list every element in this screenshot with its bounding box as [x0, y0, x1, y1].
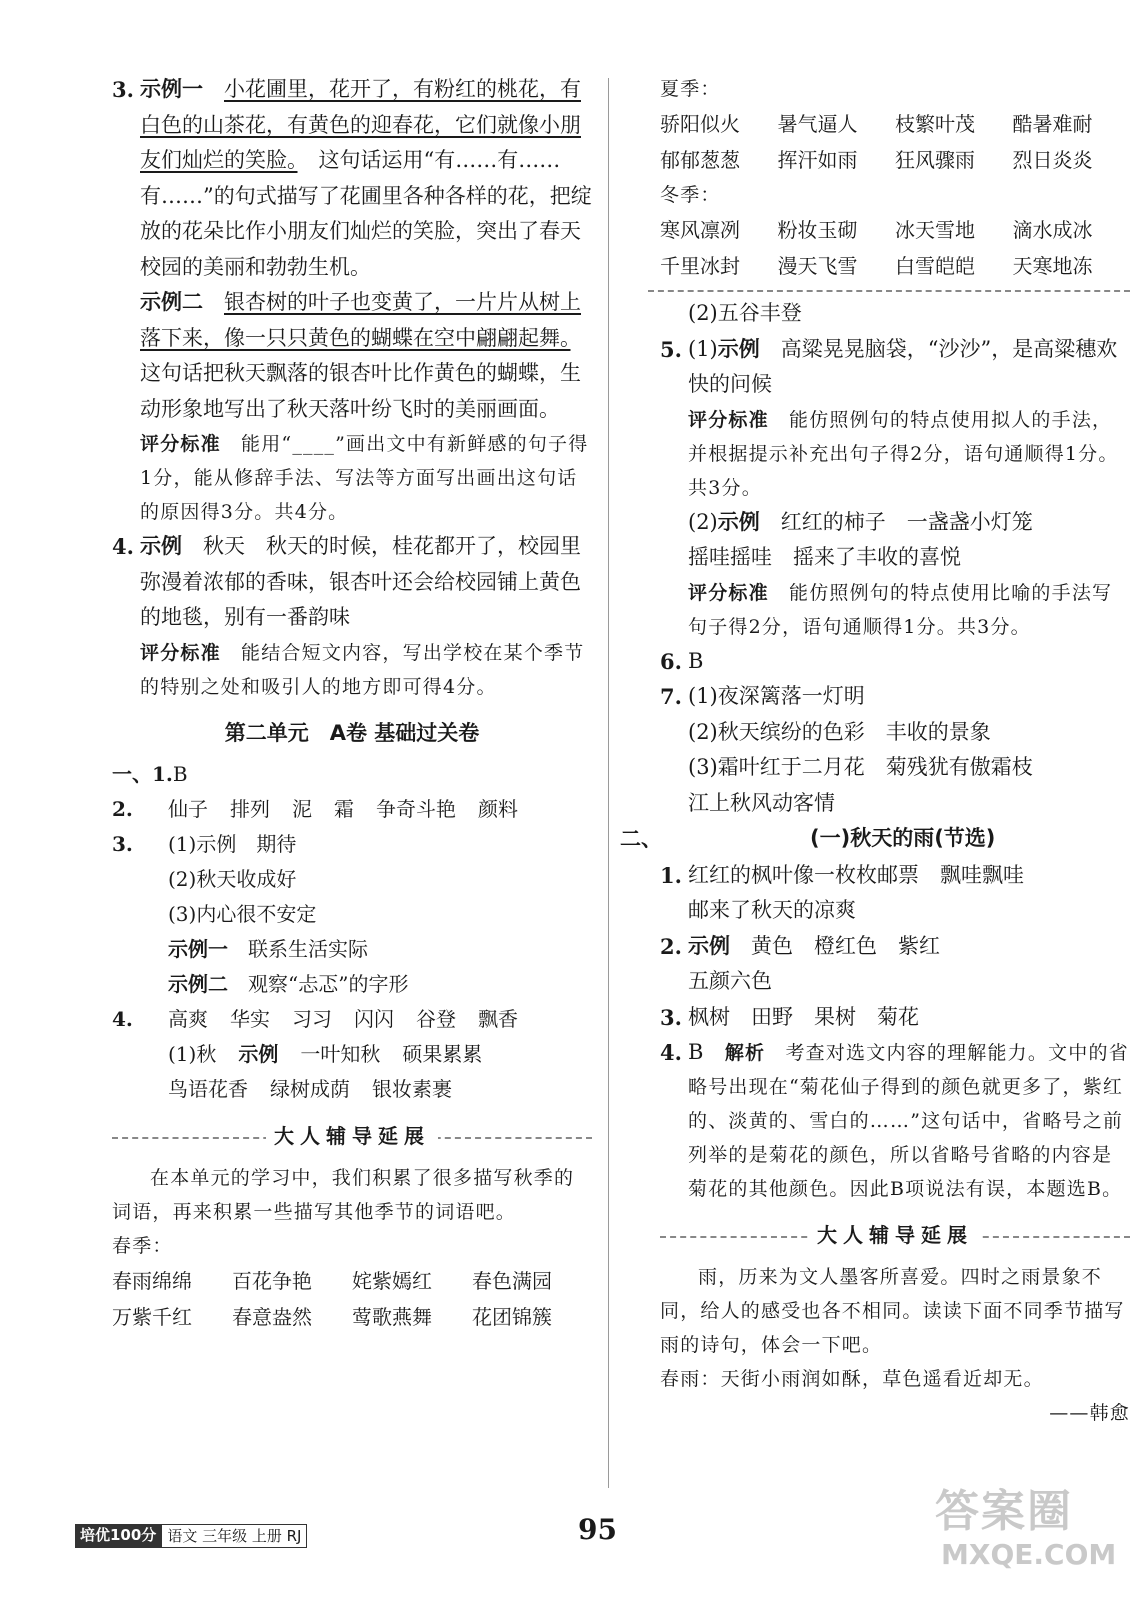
answer-text: 秋天 秋天的时候，桂花都开了，校园里弥漫着浓郁的香味，银杏叶还会给校园铺上黄色的地毯，别有一番韵味 — [140, 534, 581, 629]
example-label: 示例二 — [140, 290, 203, 314]
word: 冰天雪地 — [895, 218, 975, 242]
left-column — [112, 72, 592, 1335]
answer-text: (1)夜深篱落一灯明 — [688, 684, 865, 708]
word: 万紫千红 — [112, 1305, 192, 1329]
word: 骄阳似火 — [660, 112, 740, 136]
criteria-text: 能用“____”画出文中有新鲜感的句子得1分，能从修辞手法、写法等方面写出画出这句话的原因得3分。共4分。 — [140, 433, 589, 523]
section-label: 二、 — [620, 826, 662, 851]
question-number: 3. — [112, 77, 134, 102]
answer-4-2: (2)五谷丰登 — [688, 301, 802, 325]
question-number: 1. — [660, 862, 682, 888]
grading-criteria — [112, 427, 592, 529]
word: 习习 — [292, 1007, 332, 1031]
underlined-sentence: 银杏树的叶子也变黄了，一片片从树上落下来，像一只只黄色的蝴蝶在空中翩翩起舞。 — [140, 290, 581, 350]
word: 滴水成冰 — [1012, 218, 1093, 242]
example-label: 示例一 — [168, 937, 228, 961]
example-label: 示例 — [238, 1042, 279, 1066]
word: 春意盎然 — [232, 1305, 312, 1329]
word: 飘香 — [478, 1007, 518, 1031]
word: 一叶知秋 — [300, 1042, 381, 1066]
example-label: 示例二 — [168, 972, 228, 996]
spring-label: 春季： — [112, 1235, 173, 1257]
extension-banner — [112, 1117, 592, 1157]
word: 高爽 — [168, 1007, 208, 1031]
winter-words — [660, 212, 1130, 284]
grading-criteria — [112, 636, 592, 704]
extension-title: 大人辅导延展 — [809, 1220, 981, 1250]
example-label: 示例一 — [140, 77, 203, 101]
question-number: 4. — [112, 1007, 133, 1031]
explanation: 这句话运用“有……有……有……”的句式描写了花圃里各种各样的花，把绽放的花朵比作小朋友们灿烂的笑脸，突出了春天校园的美丽和勃勃生机。 — [140, 148, 592, 279]
word: 绿树成荫 — [270, 1077, 350, 1101]
watermark-logo — [935, 1484, 1125, 1584]
answer-text: (1)示例 期待 — [168, 832, 297, 856]
grading-criteria — [660, 576, 1130, 644]
question-number: 4. — [112, 534, 134, 559]
question-number: 7. — [660, 684, 682, 709]
word: 天寒地冻 — [1012, 254, 1093, 278]
answer-text: 红红的柿子 一盏盏小灯笼 — [780, 509, 1033, 534]
section-one — [112, 757, 592, 1107]
extension-intro: 在本单元的学习中，我们积累了很多描写秋季的词语，再来积累一些描写其他季节的词语吧。 — [112, 1167, 575, 1223]
criteria-text: 能结合短文内容，写出学校在某个季节的特别之处和吸引人的地方即可得4分。 — [140, 641, 585, 698]
word: 烈日炎炎 — [1012, 148, 1093, 172]
answer-text: 邮来了秋天的凉爽 — [688, 898, 856, 922]
word: 姹紫嫣红 — [352, 1269, 432, 1293]
word: 银妆素裹 — [372, 1077, 452, 1101]
question-number: 1. — [152, 762, 173, 786]
unit-title: 第二单元 A卷 基础过关卷 — [224, 720, 480, 745]
s2-answer-2 — [660, 929, 1130, 1000]
winter-label: 冬季： — [660, 184, 721, 206]
word: 百花争艳 — [232, 1269, 312, 1293]
question-number: 3. — [112, 832, 133, 856]
example-label: 示例 — [140, 534, 182, 558]
column-divider — [608, 78, 609, 1488]
answer-text: 江上秋风动客情 — [688, 790, 835, 815]
answer-6 — [660, 644, 1130, 680]
answer-text: 红红的枫叶像一枚枚邮票 飘哇飘哇 — [688, 862, 1024, 887]
section-two-header — [620, 821, 1130, 858]
extension-title: 大人辅导延展 — [266, 1121, 438, 1151]
question-number: 3. — [660, 1004, 682, 1030]
word: 华实 — [230, 1007, 270, 1031]
question-number: 2. — [112, 797, 133, 821]
criteria-label: 评分标准 — [688, 408, 769, 431]
answer-text: 黄色 橙红色 紫红 — [751, 933, 940, 958]
word: 寒风凛冽 — [660, 218, 740, 242]
analysis-label: 解析 — [724, 1042, 766, 1064]
analysis-text: 考查对选文内容的理解能力。文中的省略号出现在“菊花仙子得到的颜色就更多了，紫红的、淡黄的、雪白的……”这句话中，省略号之前列举的是菊花的颜色，所以省略号省略的内容是菊花的其他颜色。因此B项说法有误，本题选B。 — [688, 1042, 1129, 1200]
answer-text: 联系生活实际 — [248, 937, 368, 961]
example-label: 示例 — [688, 933, 730, 958]
summer-words — [660, 106, 1130, 178]
word: 挥汗如雨 — [777, 148, 858, 172]
poem-line: 春雨：天街小雨润如酥，草色遥看近却无。 — [660, 1368, 1044, 1390]
poem-author: ——韩愈 — [1049, 1402, 1130, 1424]
answer-text: B — [688, 648, 704, 673]
answer-5 — [660, 332, 1130, 644]
word: 硕果累累 — [402, 1042, 483, 1066]
section-title: (一)秋天的雨(节选) — [810, 826, 996, 850]
question-number: 2. — [660, 933, 682, 959]
question-number: 5. — [660, 336, 682, 362]
word: 白雪皑皑 — [895, 254, 975, 278]
word: 春色满园 — [472, 1269, 552, 1293]
word: 排列 — [230, 797, 270, 821]
criteria-label: 评分标准 — [688, 581, 769, 604]
book-name: 培优100分 — [75, 1524, 161, 1548]
word: 酷暑难耐 — [1012, 112, 1093, 136]
answer-text: 摇哇摇哇 摇来了丰收的喜悦 — [688, 545, 961, 569]
page-number: 95 — [578, 1513, 617, 1546]
answer-text: 五颜六色 — [688, 969, 772, 993]
s2-answer-4 — [660, 1035, 1130, 1206]
answer-text: 高粱晃晃脑袋，“沙沙”，是高粱穗欢快的问候 — [688, 336, 1118, 396]
answer-text: B — [688, 1040, 705, 1064]
s2-answer-1 — [660, 858, 1130, 929]
criteria-text: 能仿照例句的特点使用拟人的手法，并根据提示补充出句子得2分，语句通顺得1分。共3分。 — [688, 408, 1119, 499]
answer-text: (3)霜叶红于二月花 菊残犹有傲霜枝 — [688, 755, 1033, 779]
summer-label: 夏季： — [660, 78, 721, 100]
word: 花团锦簇 — [472, 1305, 552, 1329]
answer-3 — [112, 72, 592, 529]
watermark-url: MXQE.COM — [941, 1538, 1117, 1571]
word: 颜料 — [478, 797, 518, 821]
book-info: 语文 三年级 上册 RJ — [161, 1524, 307, 1548]
extension-banner — [660, 1216, 1130, 1256]
word: 粉妆玉砌 — [777, 218, 858, 242]
right-column — [620, 72, 1130, 1430]
spring-words — [112, 1263, 592, 1335]
answer-text: (2)秋天收成好 — [168, 867, 297, 891]
answer-text: (2)秋天缤纷的色彩 丰收的景象 — [688, 719, 991, 744]
word: 泥 — [292, 797, 312, 821]
word: 郁郁葱葱 — [660, 148, 740, 172]
s2-answer-3 — [660, 1000, 1130, 1036]
sub-number: (1) — [688, 336, 718, 361]
word: 争奇斗艳 — [376, 797, 456, 821]
explanation: 这句话把秋天飘落的银杏叶比作黄色的蝴蝶，生动形象地写出了秋天落叶纷飞时的美丽画面。 — [140, 361, 581, 421]
word: 千里冰封 — [660, 254, 740, 278]
answer-text: B — [172, 762, 188, 786]
watermark-text: 答案圈 — [935, 1486, 1073, 1537]
question-number: 6. — [660, 648, 682, 674]
book-tag — [75, 1524, 307, 1548]
grading-criteria — [660, 403, 1130, 505]
word: 鸟语花香 — [168, 1077, 248, 1101]
criteria-label: 评分标准 — [140, 641, 221, 664]
underlined-sentence: 小花圃里，花开了，有粉红的桃花，有白色的山茶花，有黄色的迎春花，它们就像小朋友们灿烂的笑脸。 — [140, 77, 581, 172]
criteria-label: 评分标准 — [140, 433, 221, 455]
word: 谷登 — [416, 1007, 456, 1031]
word: 仙子 — [168, 797, 208, 821]
word: 漫天飞雪 — [777, 254, 858, 278]
answer-text: (1)秋 — [168, 1042, 217, 1066]
section-label: 一、 — [112, 762, 152, 786]
answer-text: 枫树 田野 果树 菊花 — [688, 1004, 919, 1029]
word: 枝繁叶茂 — [895, 112, 975, 136]
answer-text: 观察“忐忑”的字形 — [248, 972, 409, 996]
word: 狂风骤雨 — [895, 148, 975, 172]
answer-text: (3)内心很不安定 — [168, 902, 317, 926]
question-number: 4. — [660, 1040, 682, 1065]
criteria-text: 能仿照例句的特点使用比喻的手法写句子得2分，语句通顺得1分。共3分。 — [688, 581, 1113, 638]
example-label: 示例 — [717, 509, 760, 534]
word: 暑气逼人 — [777, 112, 858, 136]
answer-4 — [112, 529, 592, 704]
example-label: 示例 — [717, 336, 760, 361]
sub-number: (2) — [688, 509, 718, 534]
extension-text: 雨，历来为文人墨客所喜爱。四时之雨景象不同，给人的感受也各不相同。读读下面不同季节描写雨的诗句，体会一下吧。 — [660, 1266, 1125, 1356]
word: 霜 — [334, 797, 354, 821]
word: 闪闪 — [354, 1007, 394, 1031]
answer-7 — [660, 679, 1130, 821]
word: 莺歌燕舞 — [352, 1305, 432, 1329]
word: 春雨绵绵 — [112, 1269, 192, 1293]
